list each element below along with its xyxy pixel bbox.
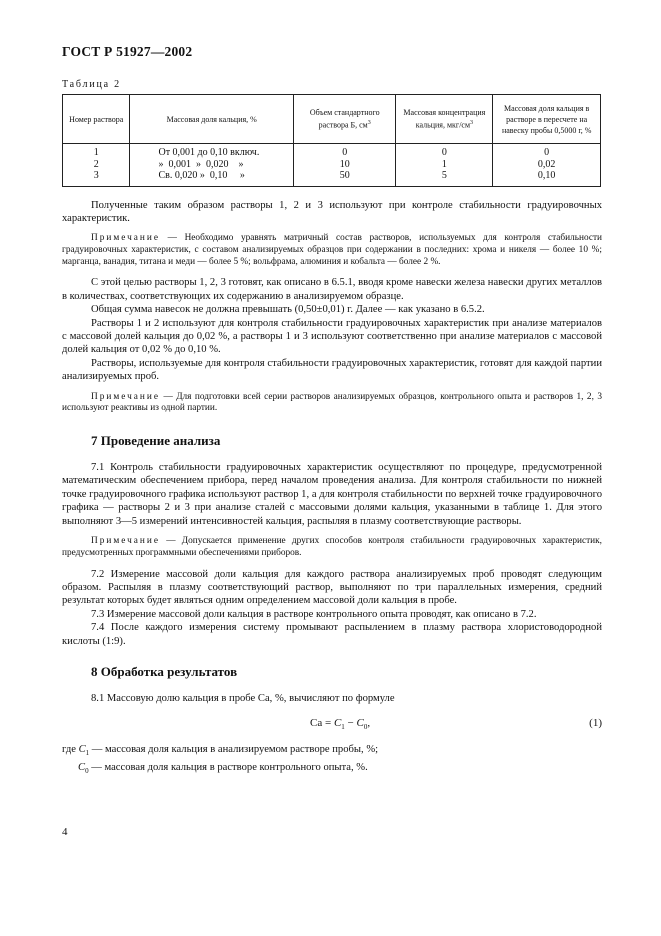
- cells-number: 1 2 3: [63, 144, 130, 187]
- paragraph: Полученные таким образом растворы 1, 2 и 3 используют при контроле стабильности градуировочных характеристик.: [62, 199, 602, 224]
- definition-c0: $C_0$ — массовая доля кальция в растворе контрольного опыта, %.: [78, 761, 368, 775]
- paragraph: Растворы 1 и 2 используют для контроля стабильности градуировочных характеристик при анализе материалов с массовой долей кальция до 0,02 %, а растворы 1 и 3 используют соответственно при анализе материалов с массовой долей кальция от 0,02 % до 0,10 %.: [62, 317, 602, 356]
- cells-mass: От 0,001 до 0,10 включ. » 0,001 » 0,020 » Св. 0,020 » 0,10 »: [130, 144, 293, 187]
- col-header-number: Номер раствора: [63, 95, 130, 144]
- paragraph: 7.3 Измерение массовой доли кальция в растворе контрольного опыта проводят, как описано в 7.2.: [91, 608, 537, 620]
- col-header-concentration: Массовая концентрация кальция, мкг/$см^3$: [396, 95, 493, 144]
- table-header-row: [63, 95, 601, 144]
- col-header-calcium-mass: Массовая доля кальция, %: [130, 95, 293, 144]
- definitions: [62, 743, 602, 778]
- table-body-row: [63, 144, 601, 187]
- paragraph: 7.1 Контроль стабильности градуировочных характеристик осуществляют по процедуре, предусмотренной математическим обеспечением прибора, перед началом проведения анализа. Для контроля стабильности по нижней точке градуировочного графика используют раствор 1, а для контроля стабильности по верхней точке градуировочного графика — растворы 2 и 3 при анализе сталей с массовыми долями кальция, указанными в таблице 1. Для этого выполняют 3—5 измерений интенсивностей кальция, распыляя в плазму соответствующие растворы.: [62, 462, 602, 527]
- note: Примечание — Допускается применение других способов контроля стабильности градуировочных характеристик, предусмотренных программными обеспечениями приборов.: [62, 536, 602, 558]
- paragraph: 7.2 Измерение массовой доли кальция для каждого раствора анализируемых проб проводят следующим образом. Распыляя в плазму соответствующий раствор, выполняют по три параллельных измерения, средний результат которых будет являться одним определением массовой доли кальция в пробе.: [62, 568, 602, 607]
- col-header-fraction: Массовая доля кальция в растворе в пересчете на навеску пробы 0,5000 г, %: [493, 95, 601, 144]
- col-header-volume: Объем стандартного раствора Б, $см^3$: [293, 95, 396, 144]
- paragraph: 8.1 Массовую долю кальция в пробе Са, %, вычисляют по формуле: [91, 692, 395, 704]
- paragraph: С этой целью растворы 1, 2, 3 готовят, как описано в 6.5.1, вводя кроме навески железа навески других металлов в количествах, соответствующих их содержанию в анализируемом образце.: [62, 277, 602, 302]
- definition-c1: где $C_1$ — массовая доля кальция в анализируемом растворе пробы, %;: [62, 744, 379, 758]
- paragraph: 7.4 После каждого измерения систему промывают распылением в плазму раствора хлористоводородной кислоты (1:9).: [62, 622, 602, 647]
- formula-number: (1): [589, 717, 602, 730]
- document-page: [62, 44, 602, 778]
- cells-volume: 0 10 50: [293, 144, 396, 187]
- table-caption: Таблица 2: [62, 79, 121, 90]
- formula-expression: $Ca = C_1 - C_0$,: [310, 717, 371, 732]
- paragraph: Общая сумма навесок не должна превышать (0,50±0,01) г. Далее — как указано в 6.5.2.: [91, 304, 485, 316]
- formula: [62, 715, 602, 733]
- note: Примечание — Необходимо уравнять матричный состав растворов, используемых для контроля стабильности градуировочных характеристик, с составом анализируемых образцов при содержании в последних: хрома и никеля — более 10 %; марганца, ванадия, титана и меди — более 5 %; вольфрама, алюминия и кобальта — более 2 %.: [62, 233, 602, 267]
- data-table: [62, 94, 601, 187]
- section-8-title: 8 Обработка результатов: [91, 663, 238, 679]
- note: Примечание — Для подготовки всей серии растворов анализируемых образцов, контрольного опыта и растворов 1, 2, 3 используют реактивы из одной партии.: [62, 391, 602, 414]
- paragraph: Растворы, используемые для контроля стабильности градуировочных характеристик, готовят для каждой партии анализируемых проб.: [62, 357, 602, 383]
- section-7-title: 7 Проведение анализа: [91, 433, 221, 449]
- doc-header: ГОСТ Р 51927—2002: [62, 44, 193, 59]
- cells-concentration: 0 1 5: [396, 144, 493, 187]
- cells-fraction: 0 0,02 0,10: [493, 144, 601, 187]
- page-number: 4: [62, 826, 68, 838]
